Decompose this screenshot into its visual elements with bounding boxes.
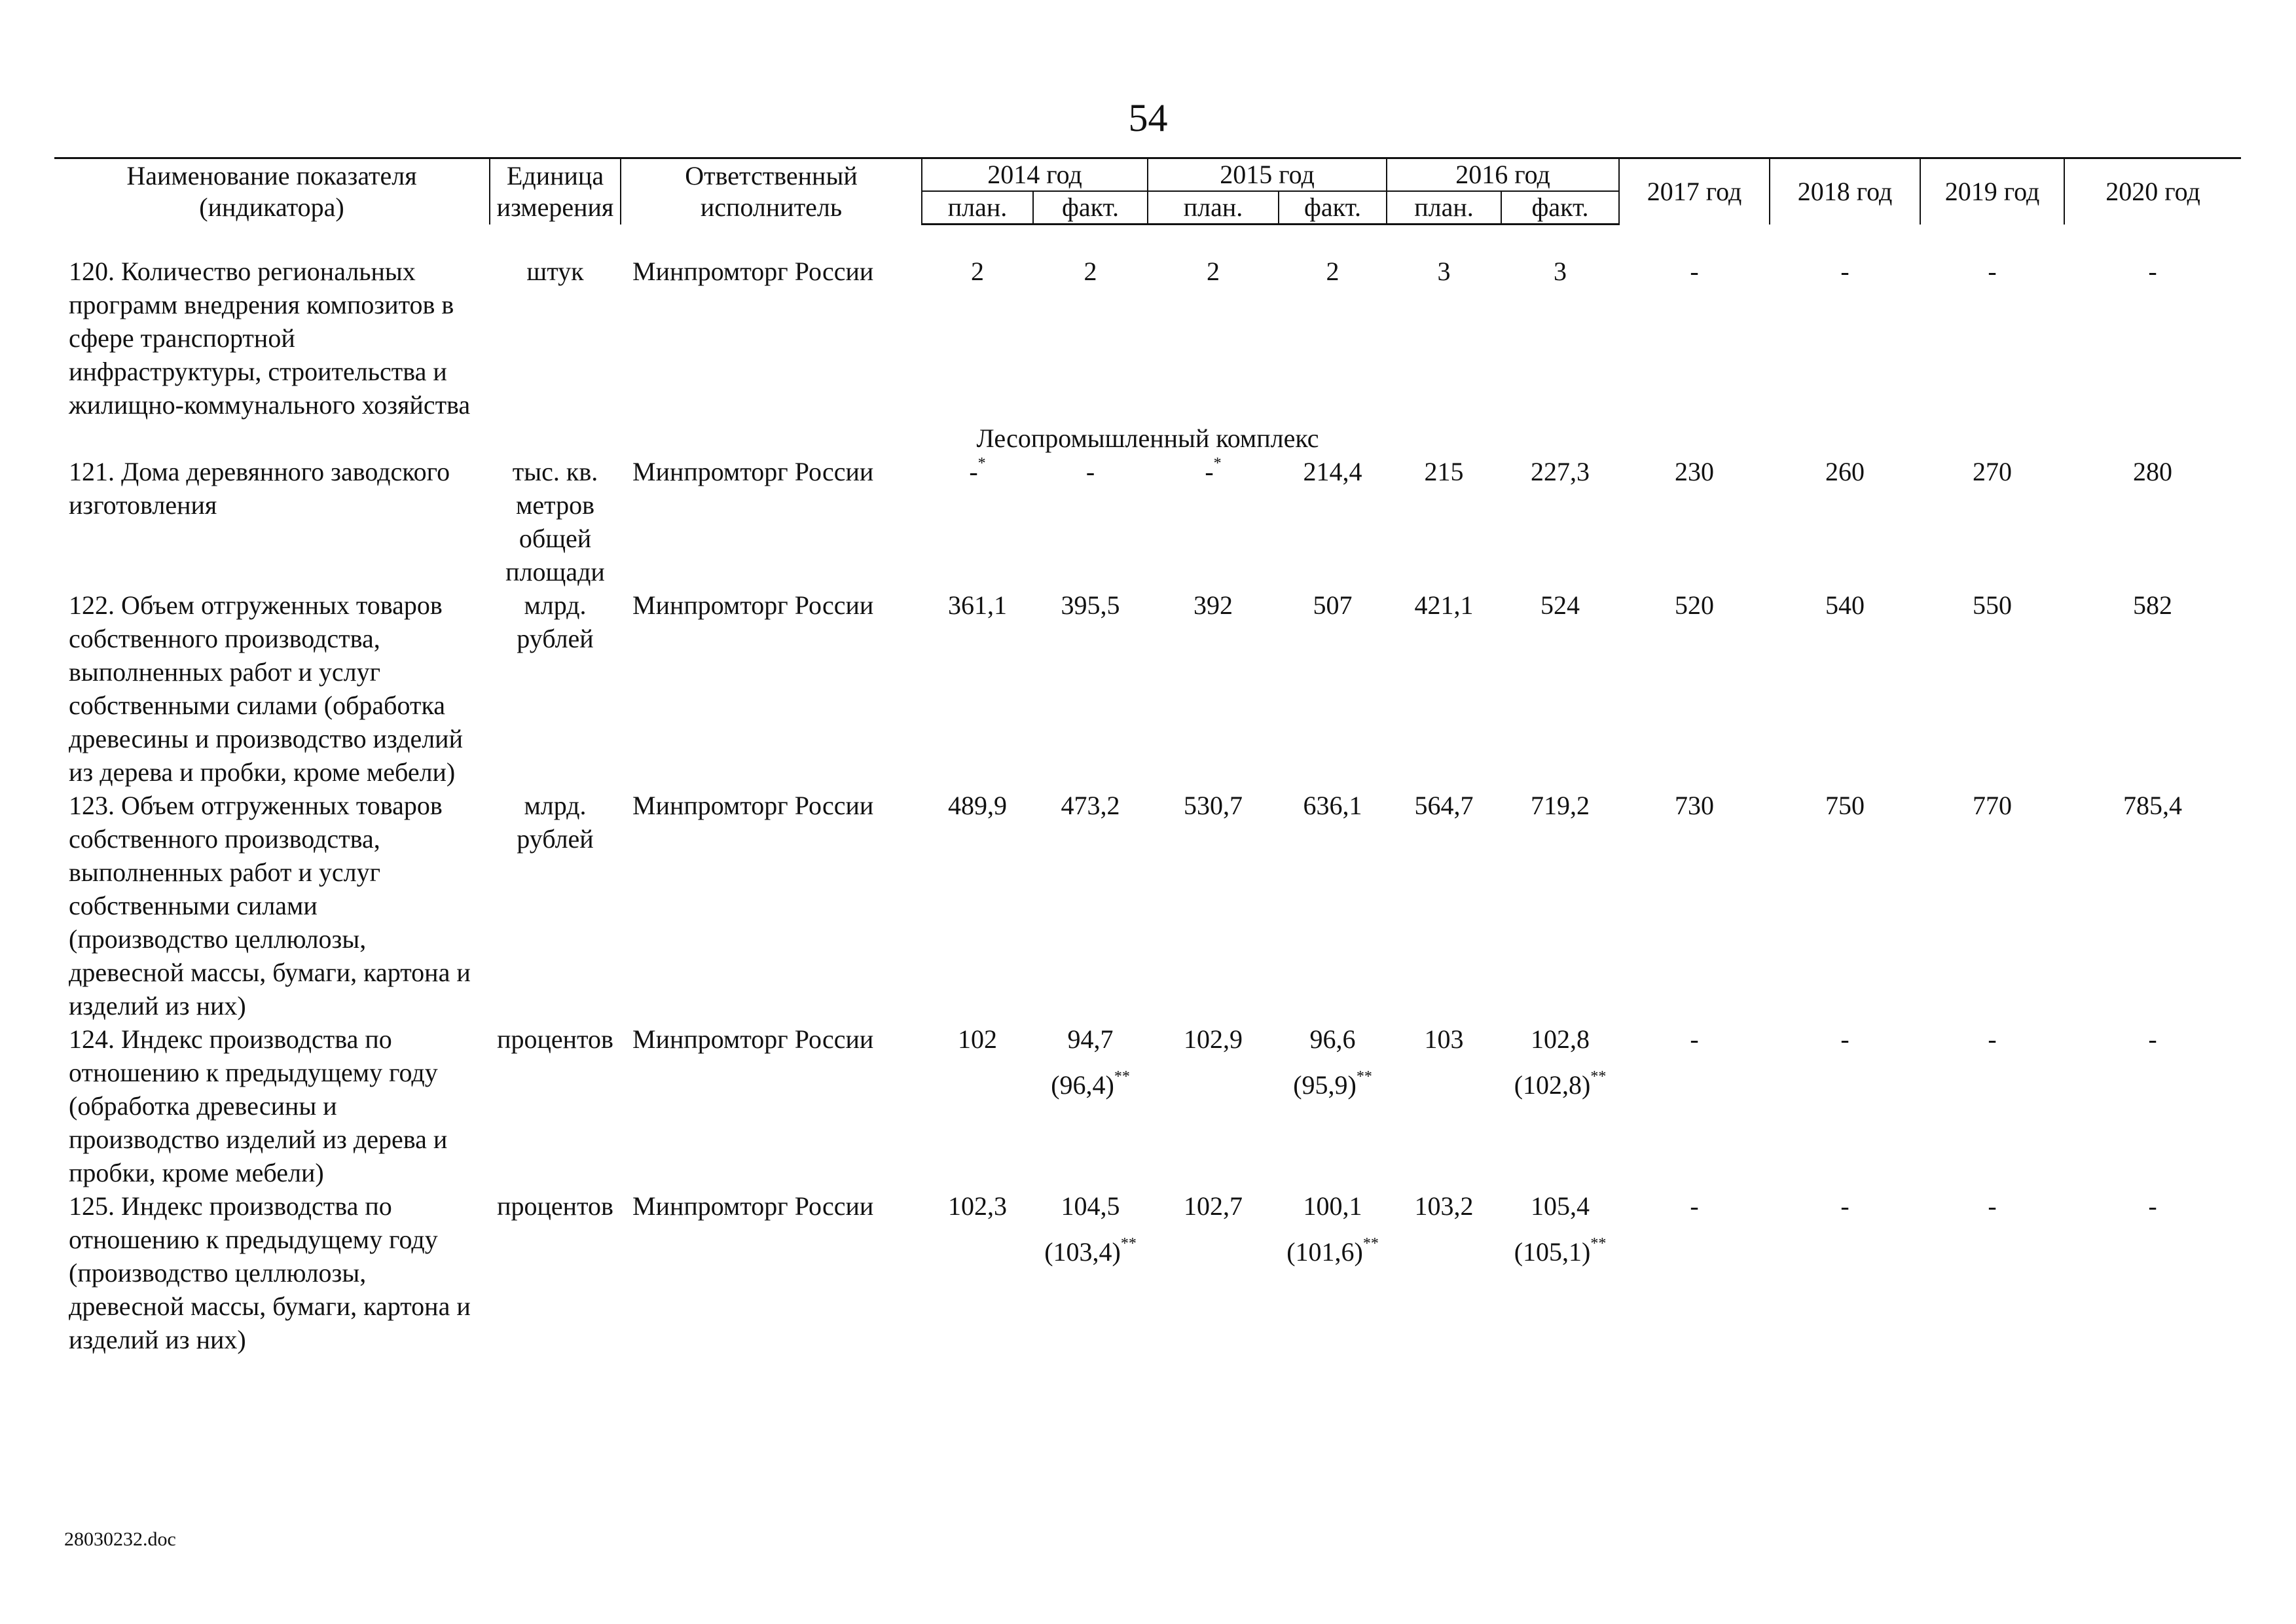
cell-value: 105,4 — [1531, 1191, 1590, 1221]
cell-2019: 270 — [1973, 457, 2013, 486]
cell-note — [1279, 1068, 1387, 1102]
cell-2015-plan: 392 — [1194, 590, 1233, 620]
cell-2016-plan: 103 — [1424, 1024, 1464, 1054]
cell-2018: 750 — [1825, 791, 1865, 820]
note-value: (103,4) — [1044, 1237, 1121, 1267]
cell-2014-fact: 2 — [1084, 257, 1097, 286]
header-year-2017: 2017 год — [1619, 158, 1770, 225]
header-executor-line1: Ответственный — [685, 160, 858, 190]
cell-2014-plan: 102 — [958, 1024, 997, 1054]
header-year-2020: 2020 год — [2064, 158, 2241, 225]
cell-2014-plan: 361,1 — [948, 590, 1007, 620]
header-2016-plan: план. — [1387, 191, 1501, 225]
cell-2020: 785,4 — [2123, 791, 2183, 820]
cell-2018: 540 — [1825, 590, 1865, 620]
header-executor-line2: исполнитель — [700, 192, 843, 222]
row-name: 121. Дома деревянного заводского изготовления — [69, 457, 450, 520]
cell-2015-plan: 2 — [1207, 257, 1220, 286]
cell-2016-fact — [1501, 1189, 1619, 1356]
header-2015-fact: факт. — [1279, 191, 1387, 225]
note-value: (101,6) — [1286, 1237, 1363, 1267]
cell-2019: 550 — [1973, 590, 2013, 620]
cell-2019: - — [1988, 1191, 1997, 1221]
cell-2017: 730 — [1675, 791, 1715, 820]
cell-2018: - — [1840, 1191, 1850, 1221]
note-value: (102,8) — [1514, 1070, 1591, 1100]
cell-value: 102,8 — [1531, 1024, 1590, 1054]
row-name: 125. Индекс производства по отношению к предыдущему году (производство целлюлозы, древесной массы, бумаги, картона и изделий из них) — [69, 1191, 471, 1354]
header-year-2015: 2015 год — [1148, 158, 1387, 192]
header-unit-line2: измерения — [496, 192, 614, 222]
cell-2018: - — [1840, 1024, 1850, 1054]
header-2014-fact: факт. — [1033, 191, 1148, 225]
header-unit — [490, 158, 621, 225]
cell-2014-fact: 395,5 — [1061, 590, 1120, 620]
footnote-marker: ** — [1590, 1068, 1607, 1085]
cell-2015-fact: 507 — [1313, 590, 1353, 620]
row-executor: Минпромторг России — [632, 257, 874, 286]
header-year-2016: 2016 год — [1387, 158, 1619, 192]
footnote-marker: ** — [1114, 1068, 1130, 1085]
cell-2015-plan: 530,7 — [1184, 791, 1243, 820]
header-name-line2: (индикатора) — [199, 192, 344, 222]
section-row — [54, 422, 2241, 455]
header-year-2014: 2014 год — [922, 158, 1148, 192]
cell-2014-fact — [1033, 1189, 1148, 1356]
row-unit: млрд. рублей — [517, 590, 594, 653]
table-row — [54, 1189, 2241, 1356]
cell-2020: 280 — [2133, 457, 2173, 486]
cell-2014-plan: 2 — [971, 257, 984, 286]
row-unit: процентов — [497, 1024, 613, 1054]
note-value: (96,4) — [1051, 1070, 1114, 1100]
cell-2016-plan: 215 — [1424, 457, 1464, 486]
table-row — [54, 588, 2241, 789]
row-name: 123. Объем отгруженных товаров собственного производства, выполненных работ и услуг собственными силами (производство целлюлозы, древесной массы, бумаги, картона и изделий из них) — [69, 791, 471, 1020]
cell-value: - — [969, 457, 978, 486]
cell-2016-fact: 3 — [1554, 257, 1567, 286]
row-name: 124. Индекс производства по отношению к предыдущему году (обработка древесины и производство изделий из дерева и пробки, кроме мебели) — [69, 1024, 448, 1187]
row-unit: тыс. кв. метров общей площади — [505, 457, 605, 586]
header-executor — [621, 158, 922, 225]
cell-2018: 260 — [1825, 457, 1865, 486]
cell-2015-plan — [1148, 455, 1279, 588]
cell-value: 100,1 — [1303, 1191, 1362, 1221]
table-row — [54, 1022, 2241, 1189]
header-year-2018: 2018 год — [1770, 158, 1920, 225]
cell-value: 94,7 — [1067, 1024, 1114, 1054]
cell-2017: 520 — [1675, 590, 1715, 620]
header-2016-fact: факт. — [1501, 191, 1619, 225]
table-row — [54, 455, 2241, 588]
header-year-2019: 2019 год — [1920, 158, 2064, 225]
cell-2015-plan: 102,9 — [1184, 1024, 1243, 1054]
row-unit: млрд. рублей — [517, 791, 594, 854]
cell-2016-plan: 564,7 — [1414, 791, 1474, 820]
row-unit: процентов — [497, 1191, 613, 1221]
footnote-marker: * — [1213, 454, 1222, 472]
row-executor: Минпромторг России — [632, 1191, 874, 1221]
cell-2019: - — [1988, 1024, 1997, 1054]
indicator-table — [54, 157, 2241, 1356]
cell-note — [1279, 1235, 1387, 1269]
cell-2016-fact: 227,3 — [1531, 457, 1590, 486]
cell-2017: - — [1690, 257, 1699, 286]
cell-note — [1033, 1235, 1148, 1269]
footnote-marker: ** — [1120, 1235, 1137, 1252]
cell-2016-plan: 421,1 — [1414, 590, 1474, 620]
footnote-marker: * — [977, 454, 986, 472]
table-row — [54, 255, 2241, 422]
cell-2016-fact: 524 — [1540, 590, 1580, 620]
cell-2015-plan: 102,7 — [1184, 1191, 1243, 1221]
cell-2020: - — [2148, 257, 2157, 286]
cell-2016-fact — [1501, 1022, 1619, 1189]
header-name — [54, 158, 490, 225]
header-2015-plan: план. — [1148, 191, 1279, 225]
cell-2017: 230 — [1675, 457, 1715, 486]
cell-2018: - — [1840, 257, 1850, 286]
cell-2020: - — [2148, 1024, 2157, 1054]
cell-value: 104,5 — [1061, 1191, 1120, 1221]
row-executor: Минпромторг России — [632, 791, 874, 820]
cell-2014-plan: 489,9 — [948, 791, 1007, 820]
section-title: Лесопромышленный комплекс — [976, 424, 1319, 453]
cell-2014-fact: 473,2 — [1061, 791, 1120, 820]
cell-2014-plan — [922, 455, 1033, 588]
document-filename: 28030232.doc — [64, 1528, 176, 1550]
cell-2020: 582 — [2133, 590, 2173, 620]
footnote-marker: ** — [1356, 1068, 1372, 1085]
cell-note — [1501, 1068, 1619, 1102]
header-unit-line1: Единица — [506, 160, 604, 190]
cell-2015-fact — [1279, 1189, 1387, 1356]
cell-2016-fact: 719,2 — [1531, 791, 1590, 820]
cell-2017: - — [1690, 1024, 1699, 1054]
cell-2015-fact: 214,4 — [1303, 457, 1362, 486]
table-header — [54, 158, 2241, 225]
cell-2015-fact: 636,1 — [1303, 791, 1362, 820]
cell-value: - — [1205, 457, 1214, 486]
row-unit: штук — [526, 257, 584, 286]
header-2014-plan: план. — [922, 191, 1033, 225]
cell-2015-fact — [1279, 1022, 1387, 1189]
table-row — [54, 789, 2241, 1022]
note-value: (105,1) — [1514, 1237, 1591, 1267]
footnote-marker: ** — [1590, 1235, 1607, 1252]
cell-2014-plan: 102,3 — [948, 1191, 1007, 1221]
row-name: 120. Количество региональных программ внедрения композитов в сфере транспортной инфраструктуры, строительства и жилищно-коммунального хозяйства — [69, 257, 471, 420]
cell-2019: - — [1988, 257, 1997, 286]
cell-2014-fact: - — [1085, 457, 1095, 486]
row-executor: Минпромторг России — [632, 590, 874, 620]
cell-note — [1033, 1068, 1148, 1102]
row-name: 122. Объем отгруженных товаров собственного производства, выполненных работ и услуг собственными силами (обработка древесины и производство изделий из дерева и пробки, кроме мебели) — [69, 590, 463, 787]
page-number: 54 — [1128, 96, 1168, 139]
cell-2016-plan: 3 — [1437, 257, 1451, 286]
cell-2016-plan: 103,2 — [1414, 1191, 1474, 1221]
header-name-line1: Наименование показателя — [126, 160, 417, 190]
row-executor: Минпромторг России — [632, 1024, 874, 1054]
cell-2019: 770 — [1973, 791, 2013, 820]
cell-2020: - — [2148, 1191, 2157, 1221]
footnote-marker: ** — [1362, 1235, 1379, 1252]
cell-value: 96,6 — [1309, 1024, 1356, 1054]
cell-note — [1501, 1235, 1619, 1269]
cell-2015-fact: 2 — [1326, 257, 1339, 286]
note-value: (95,9) — [1293, 1070, 1357, 1100]
cell-2017: - — [1690, 1191, 1699, 1221]
cell-2014-fact — [1033, 1022, 1148, 1189]
row-executor: Минпромторг России — [632, 457, 874, 486]
